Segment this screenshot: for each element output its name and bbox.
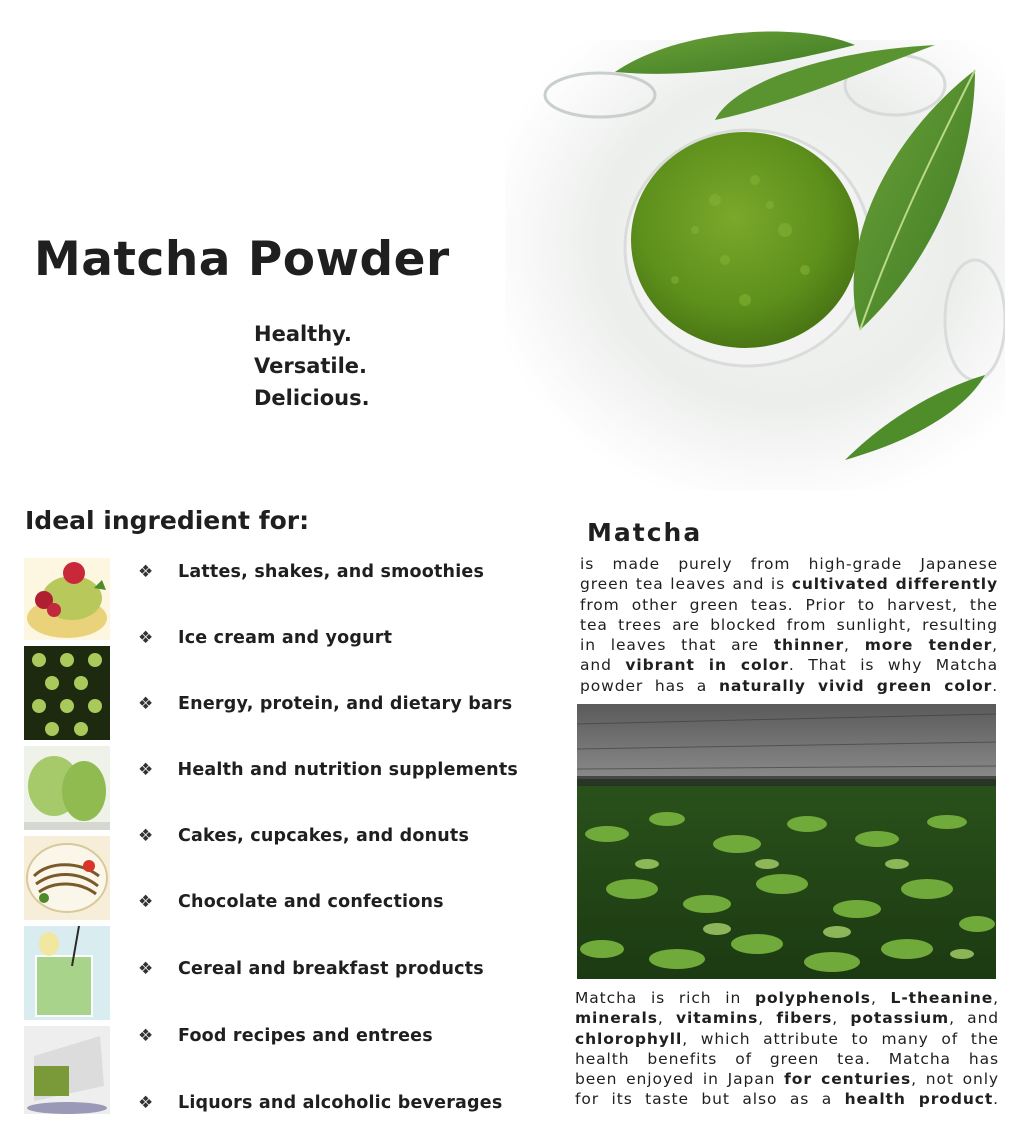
noodles-thumbnail — [24, 836, 110, 920]
list-item — [138, 755, 518, 785]
ingredient-label: Food recipes and entrees — [178, 1026, 433, 1046]
description-line: powder has a naturally vivid green color. — [580, 676, 999, 695]
ingredient-label: Cakes, cupcakes, and donuts — [178, 826, 470, 846]
page-title: Matcha Powder — [34, 232, 450, 287]
description-line: green tea leaves and is cultivated differently — [580, 575, 998, 594]
list-item — [138, 954, 518, 984]
ingredient-label: Energy, protein, and dietary bars — [178, 694, 513, 714]
ingredient-label: Cereal and breakfast products — [178, 959, 484, 979]
description-line: health benefits of green tea. Matcha has — [575, 1049, 999, 1068]
ingredient-label: Liquors and alcoholic beverages — [178, 1093, 503, 1113]
description-line: for its taste but also as a health product. — [575, 1090, 999, 1109]
matcha-health-description — [575, 988, 999, 1110]
chocolates-thumbnail — [24, 646, 110, 740]
description-line: tea trees are blocked from sunlight, resulting — [580, 615, 998, 634]
matcha-dessert-thumbnail — [24, 746, 110, 830]
diamond-bullet-icon: ❖ — [138, 628, 154, 648]
list-item — [138, 1088, 518, 1118]
description-line: from other green teas. Prior to harvest, the — [580, 595, 998, 614]
shaded-tea-field-photo — [577, 704, 996, 979]
ingredient-label: Chocolate and confections — [178, 892, 444, 912]
ingredient-label: Health and nutrition supplements — [177, 760, 518, 780]
description-line: in leaves that are thinner, more tender, — [580, 636, 998, 655]
list-item — [138, 1021, 518, 1051]
diamond-bullet-icon: ❖ — [138, 1026, 154, 1046]
description-line: Matcha is rich in polyphenols, L-theanine, — [575, 989, 999, 1007]
tagline-delicious: Delicious. — [254, 386, 370, 410]
list-item — [138, 557, 518, 587]
diamond-bullet-icon: ❖ — [138, 826, 154, 846]
description-line: been enjoyed in Japan for centuries, not only — [575, 1070, 999, 1089]
description-line: chlorophyll, which attribute to many of the — [575, 1029, 999, 1048]
list-item — [138, 821, 518, 851]
matcha-bowl-hero-image — [505, 0, 1005, 500]
diamond-bullet-icon: ❖ — [138, 1093, 154, 1113]
description-line: and vibrant in color. That is why Matcha — [580, 656, 998, 675]
description-line: minerals, vitamins, fibers, potassium, and — [575, 1009, 1000, 1028]
description-line: is made purely from high-grade Japanese — [580, 555, 998, 573]
smoothie-thumbnail — [24, 926, 110, 1020]
tagline-versatile: Versatile. — [254, 354, 368, 378]
list-item — [138, 623, 518, 653]
diamond-bullet-icon: ❖ — [138, 892, 154, 912]
diamond-bullet-icon: ❖ — [138, 562, 154, 582]
ideal-ingredient-heading: Ideal ingredient for: — [25, 506, 310, 535]
tagline-healthy: Healthy. — [254, 322, 352, 346]
list-item — [138, 887, 518, 917]
ingredient-label: Ice cream and yogurt — [178, 628, 393, 648]
cake-thumbnail — [24, 1026, 110, 1114]
diamond-bullet-icon: ❖ — [138, 694, 154, 714]
ingredient-label: Lattes, shakes, and smoothies — [178, 562, 485, 582]
list-item — [138, 689, 518, 719]
diamond-bullet-icon: ❖ — [138, 760, 154, 780]
matcha-heading: Matcha — [587, 518, 703, 547]
diamond-bullet-icon: ❖ — [138, 959, 154, 979]
matcha-description — [580, 554, 998, 696]
ice-cream-thumbnail — [24, 558, 110, 640]
tagline — [254, 318, 370, 414]
